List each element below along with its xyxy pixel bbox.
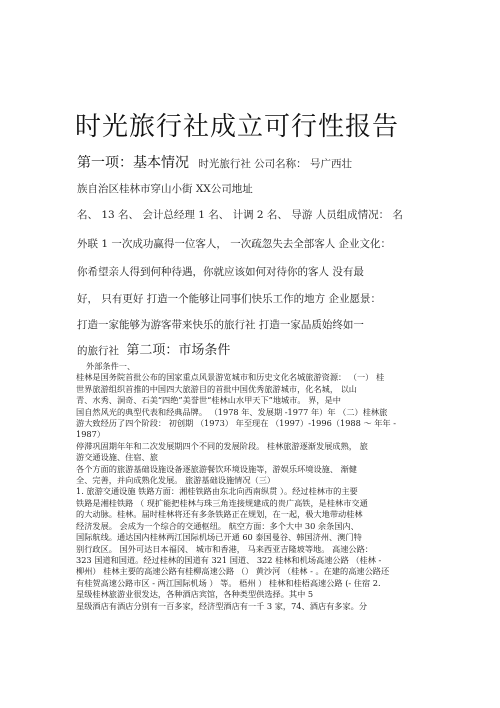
section2-line: 国自然风光的典型代表和经典品牌。 （1978 年、发展期 -1977 年）年 （二）桂林旅 <box>76 406 388 417</box>
section2-line: 外部条件一、 <box>86 361 136 371</box>
section1-text-8: 的旅行社 <box>77 345 119 357</box>
document-title: 时光旅行社成立可行性报告 <box>75 112 400 142</box>
section1-text-6: 好， 只有更好 打造一个能够让同事们快乐工作的地方 企业愿景： <box>77 293 382 305</box>
section2-line: 游交通设施、住宿、旅 <box>76 452 158 463</box>
section2-line: 323 国道和国道。经过桂林的国道有 321 国道、 322 桂林和机场高速公路 （桂林 - <box>76 554 382 565</box>
section1-text-5: 你希望亲人得到何种待遇，你就应该如何对待你的客人 没有最 <box>77 266 364 278</box>
section1-heading: 第一项：基本情况 <box>77 155 189 171</box>
section2-line: 各个方面的旅游基础设施设备逐旅游餐饮环境设施等，游娱乐环境设施、 渐健 <box>76 463 357 474</box>
section2-line: 1987） <box>76 429 106 440</box>
section2-line: 别行政区。 国外可达日本福冈、 城市和香港， 马来西亚吉隆坡等地。 高速公路： <box>76 543 373 554</box>
section2-line: 桂林是国务院首批公布的国家重点风景游览城市和历史文化名城旅游资源： （一） 桂 <box>76 372 385 383</box>
section2-line: 全、完善，并向成熟化发展。 旅游基础设施情况（三） <box>76 475 276 486</box>
section2-line: 经济发展。 会成为一个综合的交通枢纽。 航空方面：多个大中 30 余条国内、 <box>76 520 359 531</box>
section1-text-2: 族自治区桂林市穿山小街 XX公司地址 <box>77 183 253 195</box>
section2-line: 星级桂林旅游业很发达，各种酒店宾馆，各种类型供选择。其中 5 <box>76 589 314 600</box>
section2-line: 国际航线。通达国内桂林两江国际机场已开通 60 泰国曼谷、韩国济州、澳门特 <box>76 532 362 543</box>
section2-title-line <box>77 339 230 358</box>
section2-line: 铁路是湘桂铁路 （ 现扩能把桂林与珠三角连接规建成的贵广高铁，是桂林市交通 <box>76 497 368 508</box>
section2-line: 有桂贺高速公路市区 - 两江国际机场 ） 等。 梧州 ） 桂林和桂梧高速公路 (- 住宿 2. <box>76 577 381 588</box>
section2-line: 柳州） 桂林主要的高速公路有桂柳高速公路 （） 黄沙河 （桂林 - 。在建的高速公路还 <box>76 566 390 577</box>
section2-heading: 第二项：市场条件 <box>126 343 231 358</box>
section2-line: 的大动脉。桂林。届时桂林将还有多条铁路正在规划，在一起，极大地带动桂林 <box>76 509 363 520</box>
section2-line: 星级酒店有酒店分别有一百多家，经济型酒店有一千 3 家，74、酒店有多家。分 <box>76 600 368 611</box>
section2-line: 游大致经历了四个阶段： 初创期 （1973） 年至现在 （1997）-1996（1988 ～ 年年 - <box>76 418 396 429</box>
section1-text-7: 打造一家能够为游客带来快乐的旅行社 打造一家品质始终如一 <box>77 319 364 331</box>
section2-line: 1. 旅游交通设施 铁路方面：湘桂铁路由东北向西南纵贯 ）。经过桂林市的主要 <box>76 486 358 497</box>
section2-line: 世界旅游组织首推的中国四大旅游目的首批中国优秀旅游城市，化名城， 以山 <box>76 383 357 394</box>
section1-text-1: 时光旅行社 公司名称： 号广西壮 <box>198 158 353 170</box>
section2-body <box>76 361 436 612</box>
section2-line: 停滞巩固期年年和二次发展期四个不同的发展阶段。 桂林旅游逐渐发展成熟， 旅 <box>76 440 368 451</box>
section1-line-1 <box>77 152 352 172</box>
section1-text-3: 名、 13 名、 会计总经理 1 名、 计调 2 名、 导游 人员组成情况： 名 <box>77 209 403 221</box>
section2-line: 青、水秀、洞奇、石美“四绝”美誉世“桂林山水甲天下”地城市。 界，是中 <box>76 395 341 406</box>
section1-text-4: 外联 1 一次成功赢得一位客人， 一次疏忽失去全部客人 企业文化： <box>77 238 392 250</box>
